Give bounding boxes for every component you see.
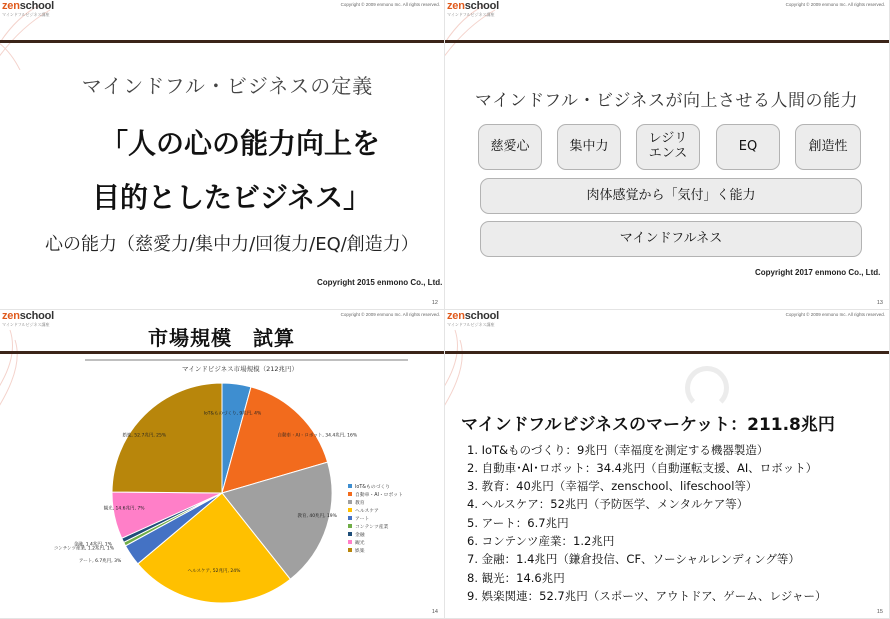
pie-data-label: IoT&ものづくり, 9兆円, 4%	[203, 411, 262, 416]
list-item: 4. ヘルスケア：52兆円（予防医学、メンタルケア等）	[467, 497, 749, 512]
pie-data-label: アート, 6.7兆円, 3%	[78, 558, 122, 564]
definition-line-1: 「人の心の能力向上を	[100, 127, 381, 160]
bodily-awareness-box: 肉体感覚から「気付」く能力	[480, 178, 862, 214]
list-item: 1. IoT&ものづくり：9兆円（幸福度を測定する機器製造）	[467, 442, 769, 457]
pie-data-label: ヘルスケア, 52兆円, 24%	[187, 568, 241, 574]
legend-label: 教育	[355, 500, 365, 506]
header-bar	[0, 40, 444, 43]
page-number: 15	[876, 609, 883, 615]
legend-label: 娯楽	[355, 548, 365, 554]
pie-data-label: 自動車・AI・ロボット, 34.4兆円, 16%	[277, 433, 358, 438]
list-item: 6. コンテンツ産業：1.2兆円	[467, 533, 615, 548]
pie-data-label: 教育, 40兆円, 19%	[297, 513, 337, 519]
legend-label: 観光	[355, 540, 365, 546]
legend-label: コンテンツ産業	[355, 524, 389, 530]
legend-label: IoT&ものづくり	[355, 484, 391, 490]
legend-swatch	[348, 492, 352, 496]
header-bar	[445, 40, 889, 43]
legend-label: 金融	[355, 532, 365, 538]
legend-label: アート	[355, 516, 370, 522]
header-copyright: Copyright © 2009 enmono Inc. All rights reserved.	[340, 311, 440, 317]
legend-swatch	[348, 508, 352, 512]
ability-box-creativity: 創造性	[795, 124, 861, 170]
page-number: 12	[431, 299, 438, 306]
ability-box-compassion: 慈愛心	[478, 124, 542, 170]
legend-swatch	[348, 532, 352, 536]
zenschool-logo: zenschool マインドフルビジネス講座	[2, 0, 54, 17]
slide-12	[0, 0, 445, 310]
pie-data-label: 金融, 1.4兆円, 1%	[73, 542, 112, 547]
zenschool-logo: zenschool マインドフルビジネス講座	[447, 0, 499, 17]
legend-swatch	[348, 484, 352, 488]
list-item: 8. 観光：14.6兆円	[467, 570, 565, 585]
ability-box-focus: 集中力	[557, 124, 621, 170]
zenschool-logo: zenschool マインドフルビジネス講座	[447, 309, 499, 327]
chart-title: マインドビジネス市場規模（212兆円）	[181, 364, 299, 373]
legend-swatch	[348, 540, 352, 544]
header-bar	[445, 351, 889, 354]
mind-abilities: 心の能力（慈愛力/集中力/回復力/EQ/創造力）	[45, 234, 419, 255]
slide-13	[445, 0, 890, 310]
legend-swatch	[348, 500, 352, 504]
list-item: 9. 娯楽関連：52.7兆円（スポーツ、アウトドア、ゲーム、レジャー）	[467, 588, 827, 603]
legend-label: ヘルスケア	[355, 508, 379, 514]
pie-data-label: コンテンツ産業, 1.2兆円, 1%	[53, 546, 114, 552]
slide-15	[445, 310, 890, 619]
slide-copyright: Copyright 2015 enmono Co., Ltd.	[317, 278, 443, 287]
market-pie-chart	[0, 348, 445, 613]
page-number: 13	[876, 299, 883, 306]
market-heading: マインドフルビジネスのマーケット：211.8兆円	[461, 414, 835, 435]
slide-title: マインドフル・ビジネスの定義	[81, 74, 374, 98]
watermark-ring	[685, 366, 729, 410]
slide-14	[0, 310, 445, 619]
definition-line-2: 目的としたビジネス」	[92, 181, 372, 214]
legend-swatch	[348, 548, 352, 552]
ability-box-resilience: レジリ エンス	[636, 124, 700, 170]
zenschool-logo: zenschool マインドフルビジネス講座	[2, 309, 54, 327]
market-list	[467, 441, 827, 606]
page-number: 14	[431, 609, 438, 615]
list-item: 5. アート：6.7兆円	[467, 515, 569, 530]
list-item: 2. 自動車･AI･ロボット：34.4兆円（自動運転支援、AI、ロボット）	[467, 460, 818, 475]
header-copyright: Copyright © 2009 enmono Inc. All rights reserved.	[785, 2, 885, 7]
pie-data-label: 観光, 14.6兆円, 7%	[103, 505, 145, 511]
legend-label: 自動車・AI・ロボット	[355, 492, 403, 498]
legend-swatch	[348, 524, 352, 528]
legend-swatch	[348, 516, 352, 520]
slide-title: マインドフル・ビジネスが向上させる人間の能力	[475, 91, 858, 111]
slide-title: 市場規模 試算	[148, 325, 295, 350]
slide-copyright: Copyright 2017 enmono Co., Ltd.	[755, 268, 881, 277]
mindfulness-box: マインドフルネス	[480, 221, 862, 257]
ability-box-eq: EQ	[716, 124, 780, 170]
list-item: 3. 教育：40兆円（幸福学、zenschool、lifeschool等）	[467, 479, 758, 494]
list-item: 7. 金融：1.4兆円（鎌倉投信、CF、ソーシャルレンディング等）	[467, 552, 800, 567]
pie-data-label: 娯楽, 52.7兆円, 25%	[122, 433, 167, 439]
header-copyright: Copyright © 2009 enmono Inc. All rights reserved.	[785, 311, 885, 317]
header-copyright: Copyright © 2009 enmono Inc. All rights reserved.	[340, 2, 440, 7]
